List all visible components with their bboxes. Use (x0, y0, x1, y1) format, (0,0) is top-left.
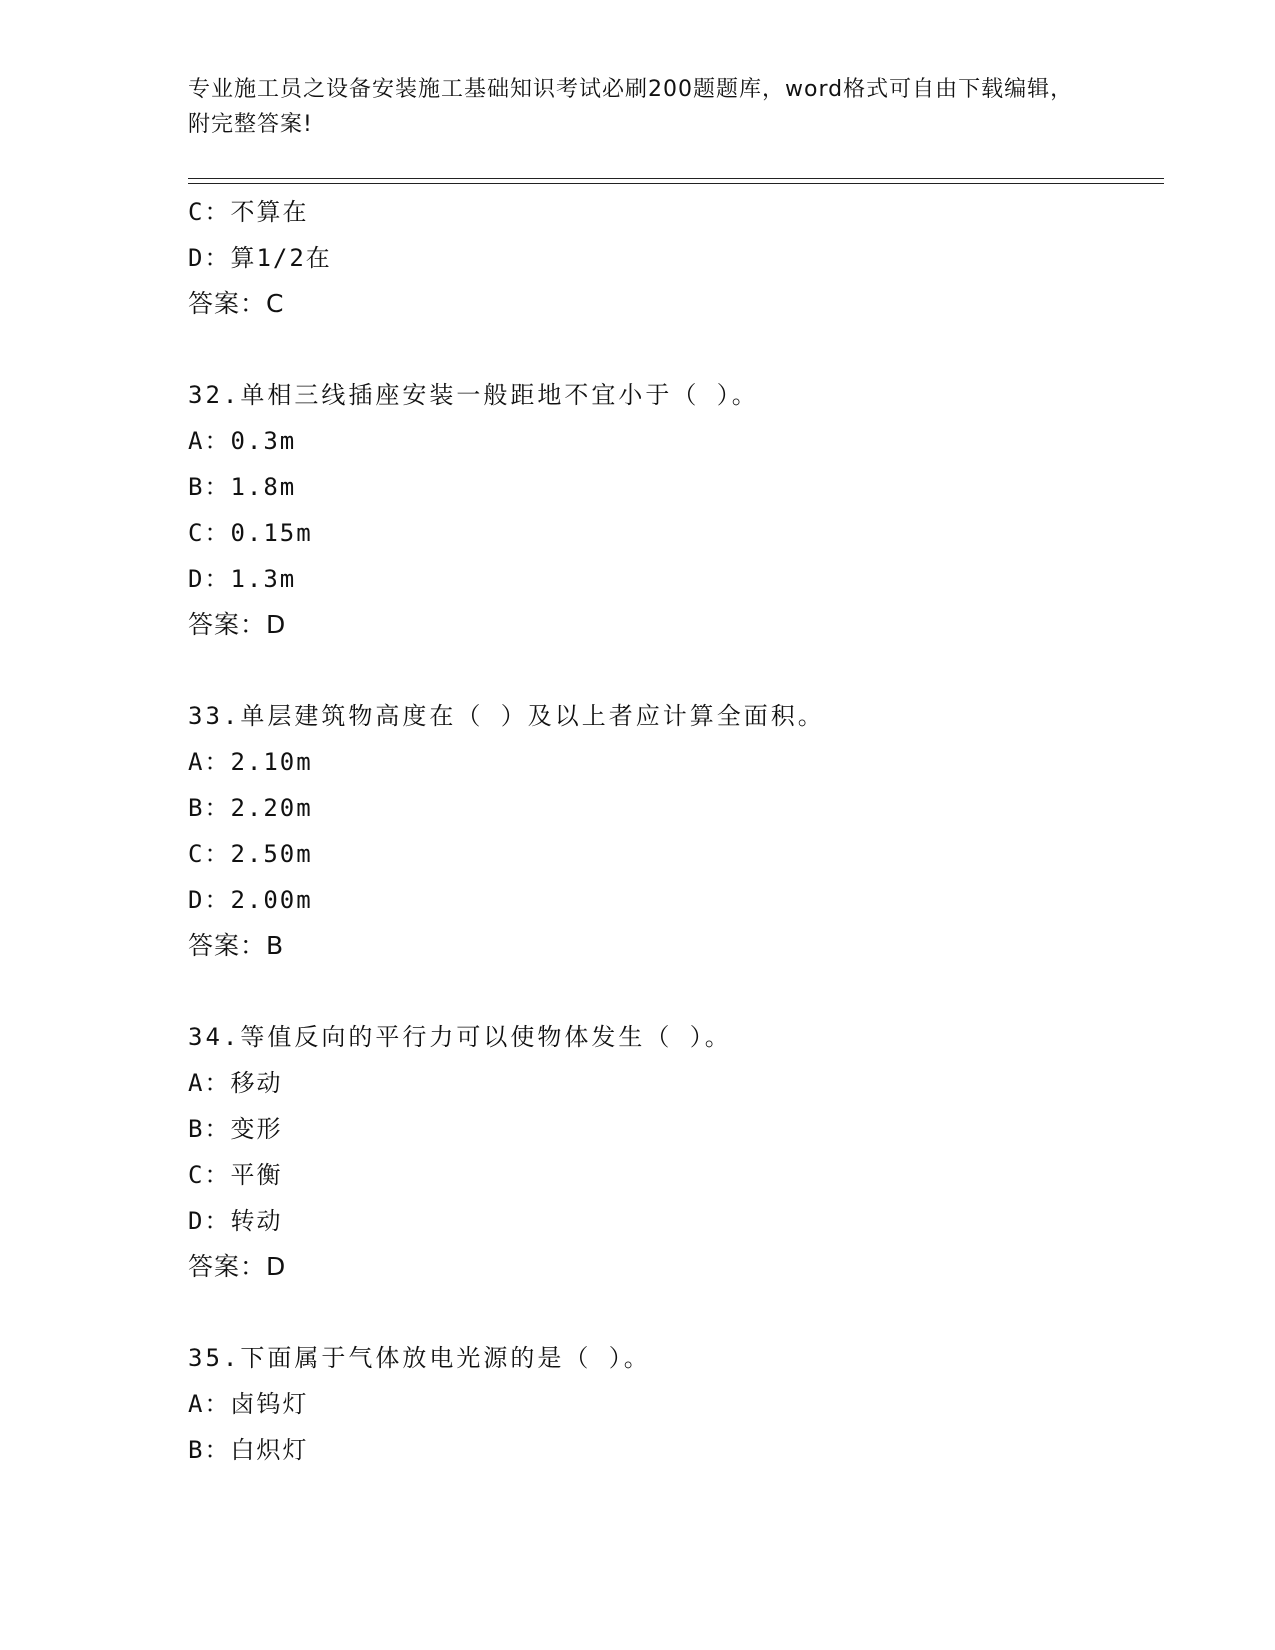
option-d: D：转动 (188, 1207, 283, 1235)
answer-label: 答案：D (188, 610, 287, 639)
option-b: B：1.8m (188, 473, 297, 501)
option-b: B：2.20m (188, 794, 313, 822)
document-header: 专业施工员之设备安装施工基础知识考试必刷200题题库，word格式可自由下载编辑，附完整答案! (188, 77, 1074, 137)
option-c: C：2.50m (188, 840, 313, 868)
question-35 (188, 1335, 1148, 1473)
answer-label: 答案：B (188, 931, 285, 960)
option-b: B：变形 (188, 1115, 283, 1143)
option-d: D：2.00m (188, 886, 313, 914)
header-rule-bottom (188, 183, 1164, 184)
option-c: C：平衡 (188, 1161, 283, 1189)
continued-question (188, 189, 1148, 327)
question-stem: 35.下面属于气体放电光源的是（ ）。 (188, 1344, 651, 1372)
option-a: A：0.3m (188, 427, 297, 455)
option-d: D：算1/2在 (188, 244, 332, 272)
option-a: A：移动 (188, 1069, 283, 1097)
question-stem: 33.单层建筑物高度在（ ）及以上者应计算全面积。 (188, 702, 825, 730)
option-b: B：白炽灯 (188, 1436, 309, 1464)
answer-label: 答案：C (188, 289, 285, 318)
option-c: C：0.15m (188, 519, 313, 547)
question-32 (188, 372, 1148, 648)
option-c: C：不算在 (188, 198, 309, 226)
answer-label: 答案：D (188, 1252, 287, 1281)
option-a: A：2.10m (188, 748, 313, 776)
option-a: A：卤钨灯 (188, 1390, 309, 1418)
header-rule-top (188, 178, 1164, 179)
question-34 (188, 1014, 1148, 1290)
question-stem: 32.单相三线插座安装一般距地不宜小于（ ）。 (188, 381, 759, 409)
question-stem: 34.等值反向的平行力可以使物体发生（ ）。 (188, 1023, 732, 1051)
question-list (188, 189, 1148, 1473)
question-33 (188, 693, 1148, 969)
option-d: D：1.3m (188, 565, 297, 593)
